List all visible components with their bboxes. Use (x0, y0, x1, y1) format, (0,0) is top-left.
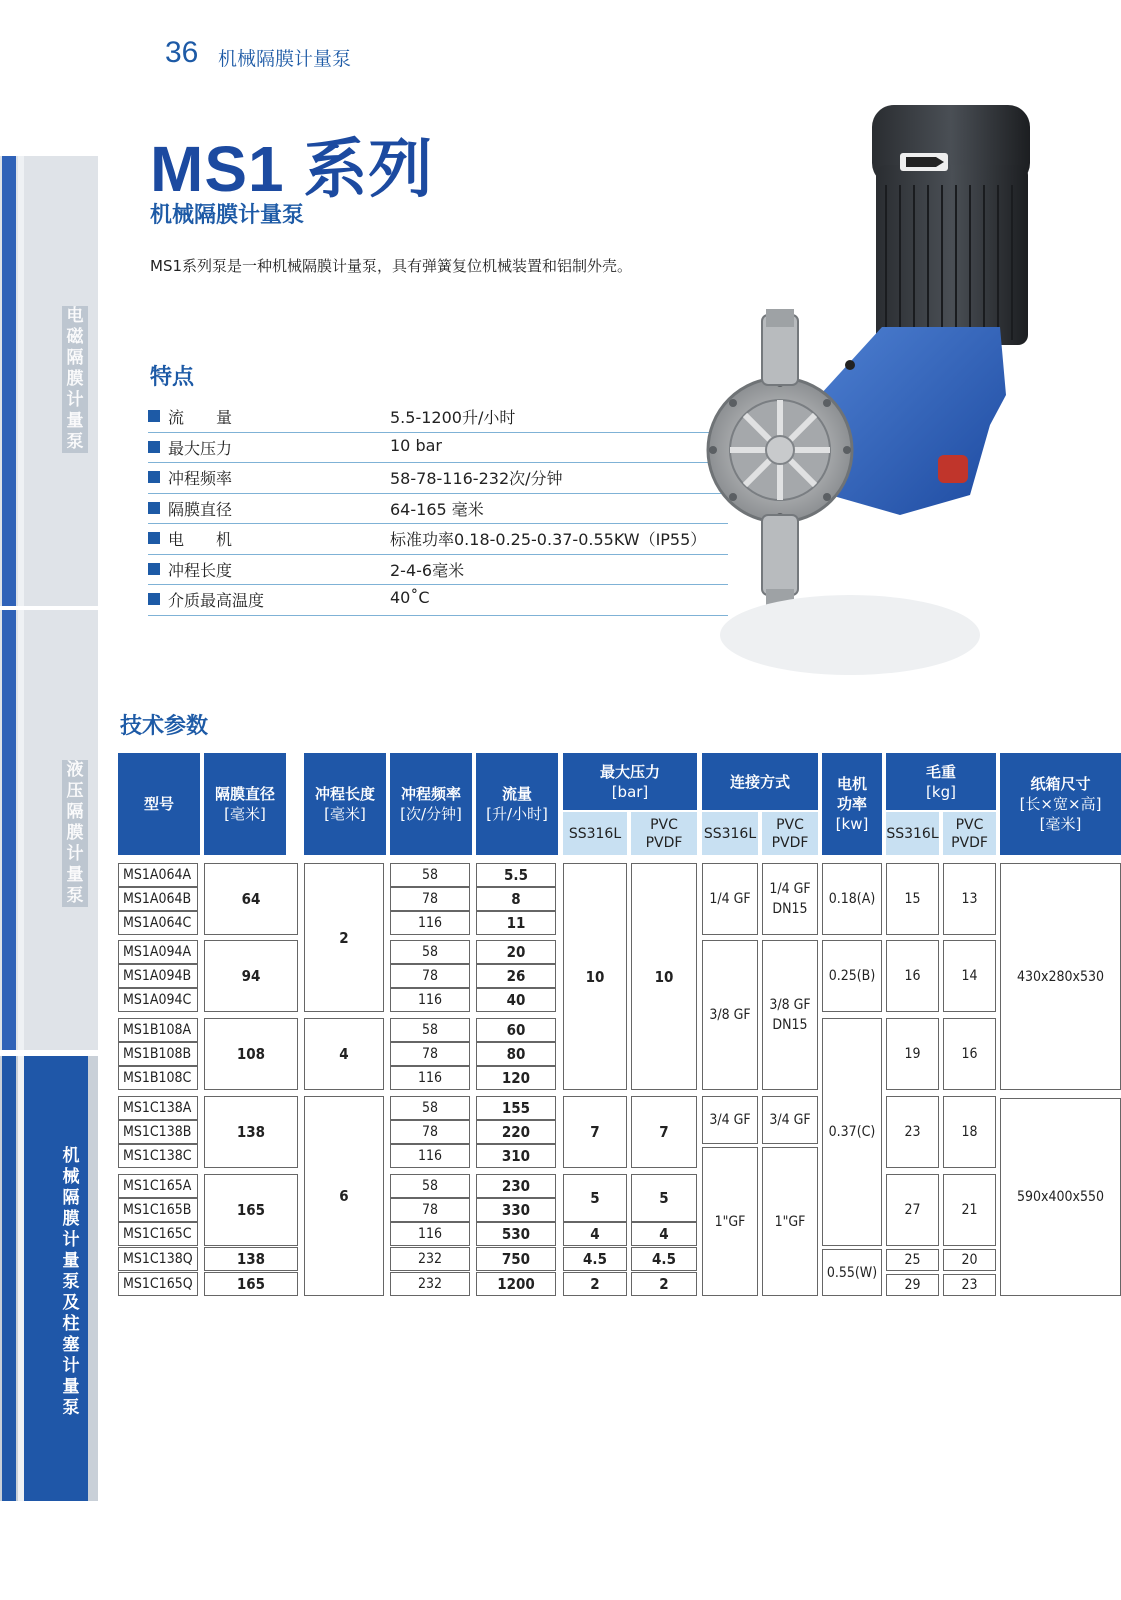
feature-value: 2-4-6毫米 (390, 560, 465, 580)
connection-text: DN15 (772, 901, 808, 917)
pressure-pvc-cell: 2 (631, 1272, 697, 1296)
freq-cell: 58 (390, 863, 470, 887)
pressure-pvc-cell: 7 (631, 1096, 697, 1168)
pressure-ss-cell: 5 (563, 1174, 627, 1222)
feature-value: 40˚C (390, 588, 430, 607)
model-cell: MS1A064B (118, 887, 198, 911)
feature-row (148, 494, 728, 525)
feature-value: 64-165 毫米 (390, 499, 484, 519)
model-cell: MS1B108A (118, 1018, 198, 1042)
model-cell: MS1A094C (118, 988, 198, 1012)
model-cell: MS1B108B (118, 1042, 198, 1066)
weight-ss-cell: 25 (886, 1249, 939, 1271)
feature-label: 冲程频率 (168, 469, 233, 488)
col-header-unit: [毫米] (1039, 815, 1082, 833)
subheader-ss316l (563, 812, 627, 855)
square-bullet-icon (148, 593, 160, 605)
col-header-text: 功率 (836, 795, 867, 813)
connection-text: 1"GF (774, 1213, 806, 1230)
freq-cell: 58 (390, 1096, 470, 1120)
feature-label: 介质最高温度 (168, 591, 265, 610)
feature-row (148, 402, 728, 433)
col-header-unit: [毫米] (224, 805, 266, 823)
product-subtitle: 机械隔膜计量泵 (150, 203, 305, 228)
weight-pvc-cell: 21 (943, 1174, 996, 1246)
model-cell: MS1C138Q (118, 1247, 198, 1271)
col-header-flow (476, 753, 558, 855)
square-bullet-icon (148, 471, 160, 483)
col-header-unit: [次/分钟] (400, 805, 462, 823)
weight-ss-cell: 16 (886, 940, 939, 1012)
weight-pvc-cell: 18 (943, 1096, 996, 1168)
flow-cell: 80 (476, 1042, 556, 1066)
col-header-text: 流量 (501, 785, 532, 803)
page-number: 36 (165, 36, 199, 69)
col-header-connection (702, 753, 818, 810)
flow-cell: 11 (476, 911, 556, 935)
feature-value: 10 bar (390, 435, 442, 455)
col-header-unit: [毫米] (324, 805, 366, 823)
flow-cell: 220 (476, 1120, 556, 1144)
connection-text: 3/4 GF (769, 1112, 811, 1128)
freq-cell: 78 (390, 1042, 470, 1066)
carton-size-cell: 590x400x550 (1000, 1098, 1121, 1296)
connection-pvc-cell (762, 863, 818, 935)
freq-cell: 116 (390, 988, 470, 1012)
carton-size-cell: 430x280x530 (1000, 863, 1121, 1090)
flow-cell: 330 (476, 1198, 556, 1222)
col-header-text: 最大压力 (599, 762, 660, 781)
stroke-length-cell: 6 (304, 1096, 384, 1296)
subheader-ss316l (702, 812, 758, 855)
flow-cell: 40 (476, 988, 556, 1012)
col-header-text: 型号 (143, 795, 174, 813)
freq-cell: 78 (390, 1198, 470, 1222)
feature-value: 5.5-1200升/小时 (390, 408, 516, 427)
freq-cell: 116 (390, 1144, 470, 1168)
square-bullet-icon (148, 441, 160, 453)
weight-ss-cell: 15 (886, 863, 939, 935)
diaphragm-cell: 138 (204, 1247, 298, 1271)
feature-row (148, 524, 728, 555)
sidebar-tab-label: 机械隔膜计量泵及柱塞计量泵 (62, 1146, 80, 1418)
subheader-pvc-pvdf (943, 812, 996, 855)
col-header-text: 连接方式 (729, 772, 790, 791)
subheader-text: PVC (650, 816, 678, 833)
model-cell: MS1C138C (118, 1144, 198, 1168)
flow-cell: 1200 (476, 1272, 556, 1296)
pressure-ss-cell: 4 (563, 1222, 627, 1246)
running-title: 机械隔膜计量泵 (218, 48, 352, 70)
pump-product-image (700, 95, 1040, 695)
tab-edge (2, 610, 16, 1050)
tab-inner (18, 610, 24, 1050)
feature-label: 隔膜直径 (168, 499, 233, 519)
connection-ss-cell: 3/4 GF (702, 1096, 758, 1144)
sidebar-tab-label: 电磁隔膜计量泵 (62, 306, 88, 453)
diaphragm-cell: 108 (204, 1018, 298, 1090)
freq-cell: 78 (390, 1120, 470, 1144)
freq-cell: 232 (390, 1272, 470, 1296)
freq-cell: 116 (390, 911, 470, 935)
feature-row (148, 585, 728, 616)
section-sidebar (0, 150, 100, 1540)
flow-cell: 8 (476, 887, 556, 911)
weight-pvc-cell: 20 (943, 1249, 996, 1271)
col-header-text: 冲程长度 (314, 785, 375, 803)
flow-cell: 750 (476, 1247, 556, 1271)
tab-inner (18, 156, 24, 606)
stroke-length-cell: 2 (304, 863, 384, 1012)
features-title: 特点 (150, 365, 195, 390)
feature-value: 58-78-116-232次/分钟 (390, 469, 563, 488)
flow-cell: 310 (476, 1144, 556, 1168)
motor-cell: 0.55(W) (822, 1249, 882, 1296)
col-header-weight (886, 753, 996, 810)
weight-pvc-cell: 14 (943, 940, 996, 1012)
stroke-length-cell: 4 (304, 1018, 384, 1090)
col-header-stroke-length (304, 753, 386, 855)
weight-ss-cell: 19 (886, 1018, 939, 1090)
feature-label: 最大压力 (168, 438, 233, 458)
feature-value: 标准功率0.18-0.25-0.37-0.55KW（IP55） (390, 530, 707, 549)
col-header-unit: [kg] (926, 782, 956, 801)
diaphragm-cell: 165 (204, 1174, 298, 1246)
feature-label: 流 量 (168, 408, 233, 427)
subheader-text: PVC (776, 816, 804, 833)
features-list (148, 402, 728, 616)
specs-title: 技术参数 (120, 714, 209, 739)
flow-cell: 530 (476, 1222, 556, 1246)
flow-cell: 26 (476, 964, 556, 988)
motor-cell: 0.25(B) (822, 940, 882, 1012)
model-cell: MS1C165Q (118, 1272, 198, 1296)
col-header-stroke-freq (390, 753, 472, 855)
square-bullet-icon (148, 502, 160, 514)
col-header-unit: [kw] (835, 815, 869, 833)
diaphragm-cell: 64 (204, 863, 298, 935)
motor-cell: 0.37(C) (822, 1018, 882, 1246)
col-header-text: 毛重 (925, 762, 956, 781)
subheader-text: PVC (955, 816, 984, 833)
weight-ss-cell: 27 (886, 1174, 939, 1246)
freq-cell: 78 (390, 887, 470, 911)
col-header-carton (1000, 753, 1121, 855)
diaphragm-cell: 94 (204, 940, 298, 1012)
model-cell: MS1C165A (118, 1174, 198, 1198)
model-cell: MS1C165C (118, 1222, 198, 1246)
model-cell: MS1A064C (118, 911, 198, 935)
product-description: MS1系列泵是一种机械隔膜计量泵，具有弹簧复位机械装置和铝制外壳。 (150, 257, 633, 275)
freq-cell: 58 (390, 940, 470, 964)
square-bullet-icon (148, 410, 160, 422)
freq-cell: 58 (390, 1018, 470, 1042)
col-header-text: 纸箱尺寸 (1030, 775, 1091, 793)
motor-cell: 0.18(A) (822, 863, 882, 935)
flow-cell: 155 (476, 1096, 556, 1120)
model-cell: MS1C165B (118, 1198, 198, 1222)
pressure-ss-cell: 7 (563, 1096, 627, 1168)
model-cell: MS1A064A (118, 863, 198, 887)
pressure-ss-cell: 10 (563, 863, 627, 1090)
square-bullet-icon (148, 563, 160, 575)
weight-pvc-cell: 16 (943, 1018, 996, 1090)
col-header-diaphragm (204, 753, 286, 855)
col-header-unit: [长×宽×高] (1019, 795, 1102, 813)
connection-ss-cell: 1/4 GF (702, 863, 758, 935)
connection-ss-cell: 1"GF (702, 1147, 758, 1296)
model-cell: MS1B108C (118, 1066, 198, 1090)
freq-cell: 58 (390, 1174, 470, 1198)
tab-edge (2, 156, 16, 606)
connection-text: 1/4 GF (769, 881, 811, 897)
sidebar-tab-hydraulic[interactable] (0, 610, 98, 1050)
flow-cell: 5.5 (476, 863, 556, 887)
col-header-text: 冲程频率 (400, 785, 461, 803)
subheader-ss316l (886, 812, 939, 855)
diaphragm-cell: 165 (204, 1272, 298, 1296)
subheader-text: SS316L (568, 825, 622, 842)
flow-cell: 120 (476, 1066, 556, 1090)
weight-pvc-cell: 23 (943, 1274, 996, 1296)
weight-pvc-cell: 13 (943, 863, 996, 935)
feature-label: 电 机 (168, 530, 233, 549)
flow-cell: 20 (476, 940, 556, 964)
sidebar-tab-electromagnetic[interactable] (0, 156, 98, 606)
subheader-text: SS316L (886, 825, 939, 842)
connection-text: 3/8 GF (769, 997, 811, 1013)
col-header-text: 电机 (836, 775, 867, 793)
feature-label: 冲程长度 (168, 560, 233, 580)
feature-row (148, 555, 728, 586)
model-cell: MS1C138A (118, 1096, 198, 1120)
weight-ss-cell: 29 (886, 1274, 939, 1296)
tab-edge (2, 1056, 16, 1501)
sidebar-tab-mechanical[interactable] (0, 1056, 98, 1501)
feature-row (148, 463, 728, 494)
flow-cell: 230 (476, 1174, 556, 1198)
col-header-text: 隔膜直径 (214, 785, 275, 803)
freq-cell: 78 (390, 964, 470, 988)
subheader-pvc-pvdf (631, 812, 697, 855)
series-title: MS1 系列 (150, 133, 434, 205)
feature-row (148, 433, 728, 464)
connection-pvc-cell (762, 1147, 818, 1296)
pressure-pvc-cell: 10 (631, 863, 697, 1090)
sidebar-tab-label: 液压隔膜计量泵 (62, 760, 88, 907)
freq-cell: 116 (390, 1222, 470, 1246)
flow-cell: 60 (476, 1018, 556, 1042)
model-cell: MS1C138B (118, 1120, 198, 1144)
pressure-pvc-cell: 5 (631, 1174, 697, 1222)
model-cell: MS1A094A (118, 940, 198, 964)
col-header-unit: [bar] (611, 782, 649, 801)
col-header-pressure (563, 753, 697, 810)
diaphragm-cell: 138 (204, 1096, 298, 1168)
subheader-text: PVDF (951, 834, 988, 851)
pressure-ss-cell: 4.5 (563, 1247, 627, 1271)
square-bullet-icon (148, 532, 160, 544)
pressure-ss-cell: 2 (563, 1272, 627, 1296)
connection-ss-cell: 3/8 GF (702, 940, 758, 1090)
col-header-motor (822, 753, 882, 855)
weight-ss-cell: 23 (886, 1096, 939, 1168)
subheader-text: SS316L (703, 825, 757, 842)
freq-cell: 232 (390, 1247, 470, 1271)
col-header-model (118, 753, 200, 855)
pressure-pvc-cell: 4 (631, 1222, 697, 1246)
pressure-pvc-cell: 4.5 (631, 1247, 697, 1271)
subheader-text: PVDF (771, 834, 809, 851)
model-cell: MS1A094B (118, 964, 198, 988)
connection-pvc-cell (762, 1096, 818, 1144)
connection-text: DN15 (772, 1017, 808, 1033)
col-header-unit: [升/小时] (486, 805, 548, 823)
freq-cell: 116 (390, 1066, 470, 1090)
subheader-text: PVDF (645, 834, 683, 851)
connection-pvc-cell (762, 940, 818, 1090)
subheader-pvc-pvdf (762, 812, 818, 855)
